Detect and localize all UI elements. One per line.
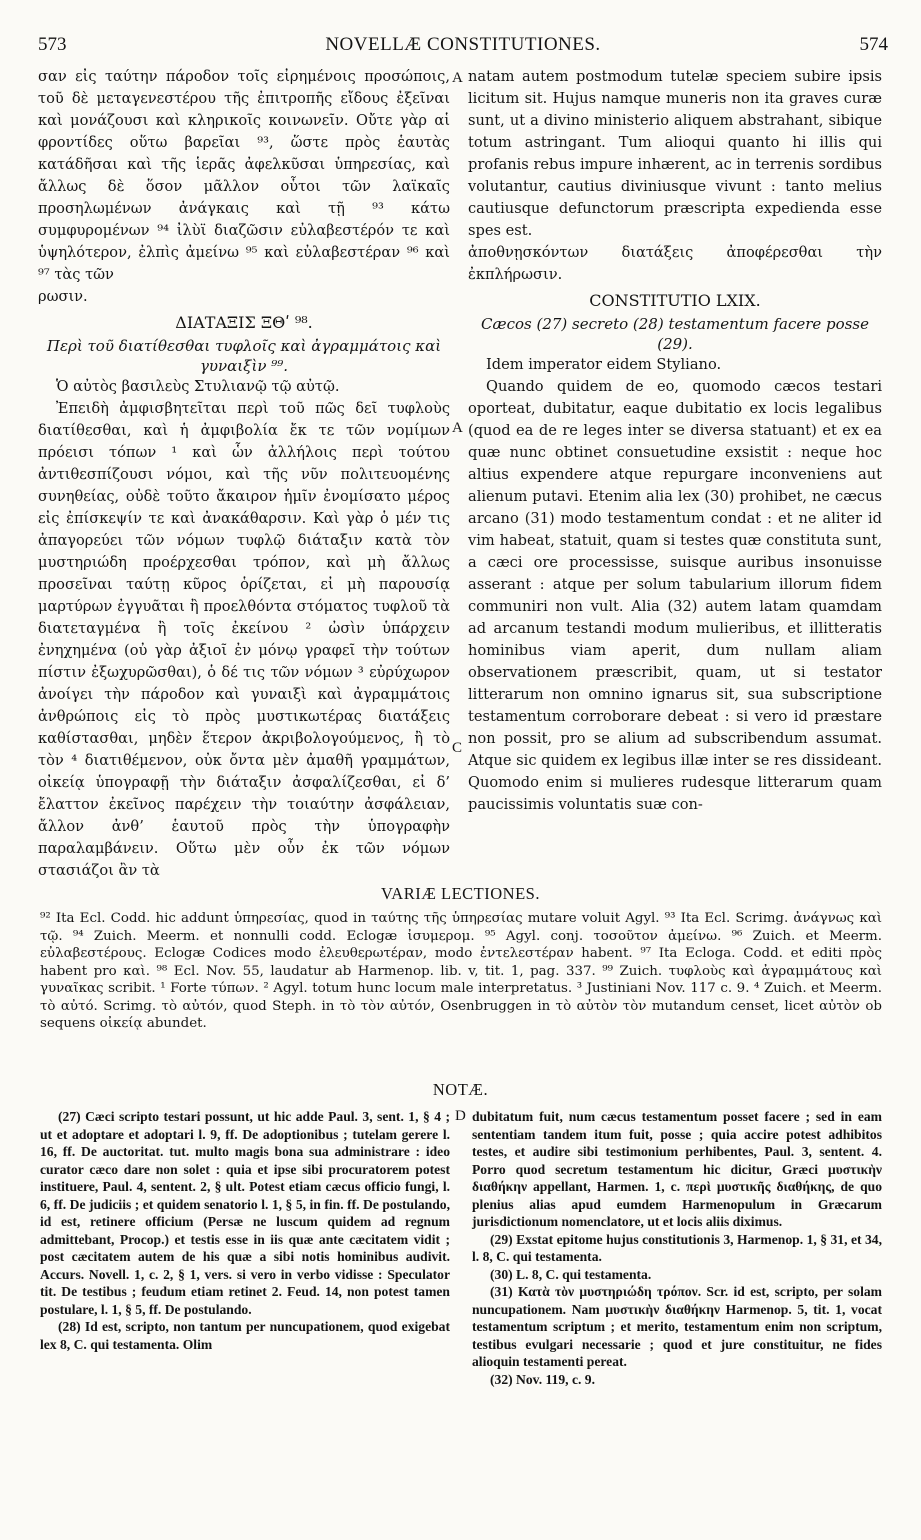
greek-column [38,66,450,882]
greek-body: Ἐπειδὴ ἀμφισβητεῖται περὶ τοῦ πῶς δεῖ τυφλοὺς διατίθεσθαι, καὶ ἡ ἀμφιβολία ἔκ τε τῶν νομίμων πρόεισι τόπων ¹ καὶ ὧν ἀλλήλοις περὶ τούτου ἀντιθεσπίζουσι νόμοι, καὶ τῆς νῦν πολιτευομένης συνηθείας, οὐδὲ τοῦτο ἄκαιρον ἡμῖν ἐνομίσατο μέρος εἰς ἐπίσκεψίν τε καὶ ἀνακάθαρσιν. Καὶ γὰρ ὁ μέν τις ἀπαγορεύει τῶν νόμων τυφλῷ διάταξιν κατὰ τὸν μυστηριώδη προέρχεσθαι τρόπον, καὶ μὴ ἄλλως προσεῖναι ταύτῃ κῦρος ὁρίζεται, εἰ μὴ παρουσίᾳ μαρτύρων ἐγγυᾶται ἢ προελθόντα στόματος τυφλοῦ τὰ διατεταγμένα ἢ τοῖς ἐκείνου ² ὠσὶν ὑπάρχειν ἐνηχημένα (οὐ γὰρ ἀξιοῖ ἐν μόνῳ γραφεῖ τὴν τούτων πίστιν ἐξωχυρῶσθαι), ὁ δέ τις τῶν νόμων ³ εὐρύχωρον ἀνοίγει τὴν πάροδον καὶ γυναιξὶ καὶ ἀγραμμάτοις ἀνθρώποις εἰς τὸ πρὸς μυστικωτέρας διατάξεις καθίστασθαι, μηδὲν ἕτερον ἀκριβολογούμενος, ἢ τὸ τὸν ⁴ διατιθέμενον, οὐκ ὄντα μὲν ἀμαθῆ γραμμάτων, οἰκείᾳ ὑπογραφῇ τὴν διάταξιν ἀσφαλίζεσθαι, εἰ δ’ ἔλαττον ἐκεῖνος παρέχειν τὴν τοιαύτην ἀσφάλειαν, ἄλλον ἀνθ’ ἑαυτοῦ πρὸς τὴν ὑπογραφὴν παραλαμβάνειν. Οὕτω μὲν οὖν ἐκ τῶν νόμων στασιάζοι ἂν τὰ [38,400,450,879]
latin-body: Quando quidem de eo, quomodo cæcos testari oporteat, dubitatur, eaque dubitatio ex locis legalibus (quod ea de re leges inter se diversa statuant) et ex ea quæ nunc obtinet consuetudine exsistit : neque hoc altius expendere atque repurgare inconveniens aut alienum putavi. Etenim alia lex (30) prohibet, ne cæcus arcano (31) modo testamentum condat : et ne aliter id vim habeat, statuit, quam si testes quæ constituta sunt, a cæci ore processisse, suisque auribus insonuisse asserant : atque per solum tabularium illorum fidem communiri non vult. Alia (32) autem latam quamdam ad arcanum testandi modum mulieribus, et illitteratis hominibus viam aperit, dum nullam aliam observationem præscribit, quam, ut si testator litterarum non omnino ignarus sit, sua subscriptione testamentum corroborare debeat : si vero id præstare non possit, pro se alium ad subscribendum assumat. Atque sic quidem ex legibus illæ inter se res dissideant. Quomodo enim si mulieres rudesque litterarum quam paucissimis voluntatis suæ con- [468,378,882,813]
page-number-right: 574 [859,34,888,55]
latin-column [468,66,882,816]
margin-letter-d: D [455,1108,466,1124]
page-number-left: 573 [38,34,67,55]
note-28-continued: dubitatum fuit, num cæcus testamentum posset facere ; sed in eam sententiam tandem itum fuit, posse ; quia accire potest adhibitos testes, et audire sibi testimonium perhibentes, Paul. 3, sentent. 4. Porro quod secretum testamentum hic dicitur, Græci μυστικὴν διαθήκην appellant, Harmen. 1, c. περὶ μυστικῆς διαθήκης, de quo plenius alias apud eumdem Harmenopulum in Græcarum jurisdictionum nomenclatore, ut et locis aliis diximus. [472,1109,882,1229]
latin-salutation: Idem imperator eidem Styliano. [486,356,722,373]
margin-letter-a: A [452,70,463,86]
margin-letter-a-second: A [452,420,463,436]
notes-right-column [472,1108,882,1388]
note-31: (31) Κατὰ τὸν μυστηριώδη τρόπον. Scr. id est, scripto, per solam nuncupationem. Nam μυστικὴν διαθήκην Harmenop. 5, tit. 1, vocat testamentum scriptum ; et merito, testamentum enim non scriptum, testibus evulgari necessarie ; quod et jure constituitur, ne fides alioquin testamenti pereat. [472,1284,882,1369]
margin-letter-c: C [452,740,463,756]
variae-lectiones [40,910,882,1033]
note-32: (32) Nov. 119, c. 9. [490,1371,595,1387]
greek-section-title: ΔΙΑΤΑΞΙΣ ΞΘʹ ⁹⁸. [175,313,313,332]
note-29: (29) Exstat epitome hujus constitutionis 3, Harmenop. 1, § 31, et 34, l. 8, C. qui testamenta. [472,1231,882,1264]
latin-section-subtitle: Cæcos (27) secreto (28) testamentum facere posse (29). [481,315,869,353]
notes-left-column [40,1108,450,1353]
variae-text: ⁹² Ita Ecl. Codd. hic addunt ὑπηρεσίας, quod in ταύτης τῆς ὑπηρεσίας mutare voluit Agyl. ⁹³ Ita Ecl. Scrimg. ἀνάγνως καὶ τῷ. ⁹⁴ Zuich. Meerm. et nonnulli codd. Eclogæ ἰσυμερομ. ⁹⁵ Agyl. conj. τοσοῦτον ἀμείνω. ⁹⁶ Zuich. et Meerm. εὐλαβεστέρους. Eclogæ Codices modo ἐλευθερωτέραν, modo ἐντελεστέραν habent. ⁹⁷ Ita Ecloga. Codd. et editi πρὸς habent pro καὶ. ⁹⁸ Ecl. Nov. 55, laudatur ab Harmenop. lib. v, tit. 1, pag. 337. ⁹⁹ Zuich. τυφλοὺς καὶ ἀγραμμάτους καὶ γυναῖκας scribit. ¹ Forte τύπων. ² Agyl. totum hunc locum male interpretatus. ³ Justiniani Nov. 117 c. 9. ⁴ Zuich. et Meerm. τὸ αὐτό. Scrimg. τὸ αὐτόν, quod Steph. in τὸ τὸν αὐτόν, Osenbruggen in τὸ αὐτὸν τὸν mutandum censet, licet αὐτὸν ob sequens οἰκείᾳ abundet. [40,911,882,1031]
page-header [38,34,888,56]
note-28: (28) Id est, scripto, non tantum per nuncupationem, quod exigebat lex 8, C. qui testamenta. Olim [40,1319,450,1352]
greek-salutation: Ὁ αὐτὸς βασιλεὺς Στυλιανῷ τῷ αὐτῷ. [56,378,340,395]
variae-title: VARIÆ LECTIONES. [381,884,540,903]
notae-title: NOTÆ. [432,1080,489,1099]
greek-intro-tail: ρωσιν. [38,288,88,305]
greek-intro: σαν εἰς ταύτην πάροδον τοῖς εἰρημένοις προσώποις, τοῦ δὲ μεταγενεστέρου τῆς ἐπιτροπῆς εἴδους ἐξεῖναι καὶ μονάζουσι καὶ κληρικοῖς κοινωνεῖν. Οὔτε γὰρ αἱ φροντίδες οὕτω βαρεῖαι ⁹³, ὥστε πρὸς ἑαυτὰς κατάδῆσαι καὶ τῆς ἱερᾶς ἀφελκῦσαι ὑπηρεσίας, καὶ ἄλλως δὲ ὅσον μᾶλλον οὗτοι τῶν λαϊκαῖς προσηλωμένων ἀνάγκαις καὶ τῇ ⁹³ κάτω συμφυρομένων ⁹⁴ ἰλὺϊ διαζῶσιν εὐλαβεστέρόν τε καὶ ὑψηλότερον, ἐλπὶς ἀμείνω ⁹⁵ καὶ εὐλαβεστέραν ⁹⁶ καὶ ⁹⁷ τὰς τῶν [38,68,450,283]
latin-intro: natam autem postmodum tutelæ speciem subire ipsis licitum sit. Hujus namque muneris non ita graves curæ sunt, ut a divino ministerio aliquem abstrahant, sibique totum astringant. Tum alioqui quanto hi illis qui profanis rebus impure inhærent, ac in terrenis sordibus volutantur, cautius diviniusque vivunt : tanto melius cautiusque defunctorum præscripta expedienda esse spes est. [468,68,882,239]
latin-intro-tail: ἀποθνῃσκόντων διατάξεις ἀποφέρεσθαι τὴν ἐκπλήρωσιν. [468,244,882,283]
latin-section-title: CONSTITUTIO LXIX. [589,291,761,310]
note-27: (27) Cæci scripto testari possunt, ut hic adde Paul. 3, sent. 1, § 4 ; ut et adoptare et adoptari l. 9, ff. De adoptionibus ; tutelam gerere l. 16, ff. De auctoritat. tut. multo magis bona sua administrare : ideo curator cæco dare non solet : quia et ipse sibi procuratorem potest instituere, Paul. 4, sentent. 2, § ult. Potest etiam cæcus officio fungi, l. 6, ff. De judiciis ; et quidem senatorio l. 1, § 5, in fin. ff. De postulando, id est, retinere officium (Persæ ne luscum quidem ad regnum admittebant, Procop.) et testis esse in iis quæ ante cæcitatem vidit ; post cæcitatem autem de his quæ a sibi notis hominibus audivit. Accurs. Novell. 1, c. 2, § 1, vers. si vero in verbo vidisse : Speculator tit. De testibus ; feudum etiam retinet 2. Feud. 14, non potest tamen postulare, l. 1, § 5, ff. De postulando. [40,1109,450,1317]
running-title: NOVELLÆ CONSTITUTIONES. [325,34,601,55]
greek-section-subtitle: Περὶ τοῦ διατίθεσθαι τυφλοῖς καὶ ἀγραμμάτοις καὶ γυναιξὶν ⁹⁹. [46,337,442,375]
note-30: (30) L. 8, C. qui testamenta. [490,1266,652,1282]
